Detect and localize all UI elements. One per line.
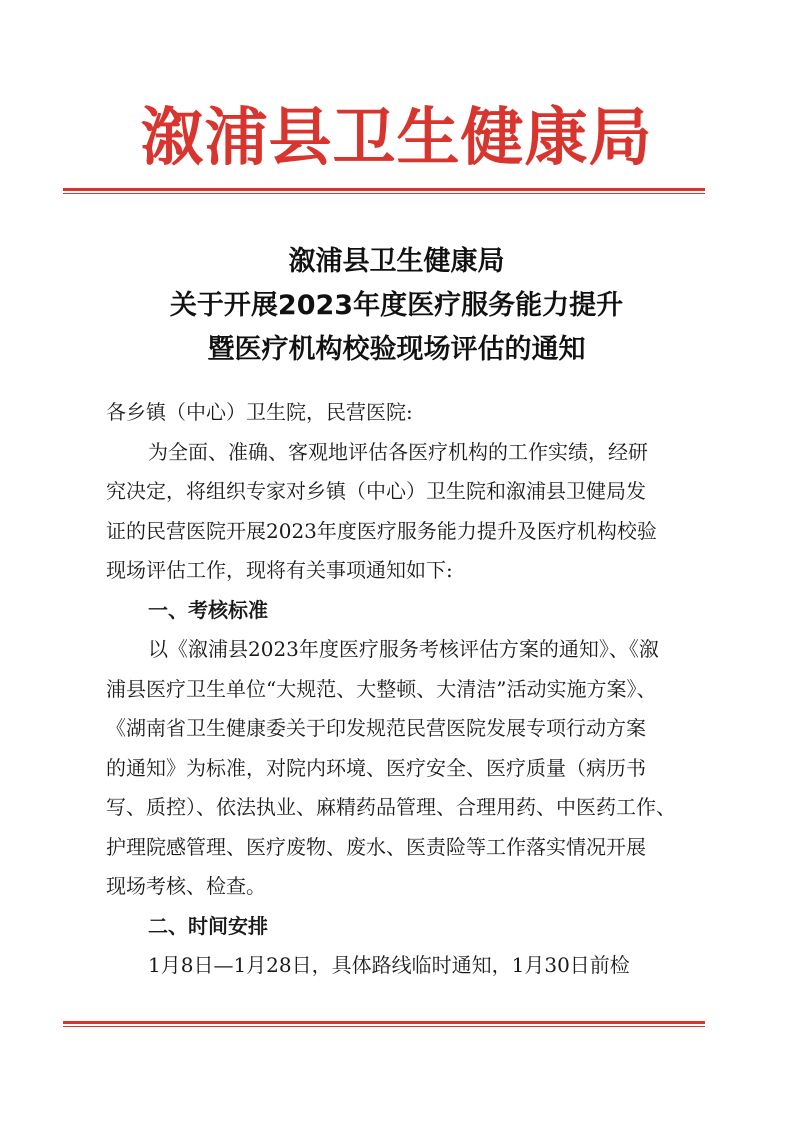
masthead-title: 溆浦县卫生健康局: [140, 101, 653, 174]
para2-line-3: 《湖南省卫生健康委关于印发规范民营医院发展专项行动方案: [106, 716, 646, 740]
para2-line-2: 浦县医疗卫生单位“大规范、大整顿、大清洁”活动实施方案》、: [106, 676, 657, 701]
section-heading-schedule: 二、时间安排: [148, 913, 268, 938]
notice-body: [106, 393, 690, 986]
para2-line-7: 现场考核、检查。: [106, 874, 266, 898]
notice-title-line-3: 暨医疗机构校验现场评估的通知: [207, 334, 586, 365]
footer-red-rule: [63, 1021, 705, 1029]
footer-rule-thick: [63, 1021, 705, 1024]
salutation: 各乡镇（中心）卫生院，民营医院:: [106, 400, 413, 424]
para1-line-3: 证的民营医院开展2023年度医疗服务能力提升及医疗机构校验: [106, 518, 657, 543]
header-rule-thin: [63, 193, 705, 194]
notice-title-line-2: 关于开展2023年度医疗服务能力提升: [169, 290, 624, 321]
para3-line-1: 1月8日—1月28日，具体路线临时通知，1月30日前检: [148, 953, 630, 977]
header-rule-thick: [63, 188, 705, 191]
para2-line-6: 护理院感管理、医疗废物、废水、医责险等工作落实情况开展: [106, 834, 646, 859]
header-red-rule: [63, 188, 705, 196]
para2-line-1: 以《溆浦县2023年度医疗服务考核评估方案的通知》、《溆: [148, 637, 659, 661]
para1-line-1: 为全面、准确、客观地评估各医疗机构的工作实绩，经研: [148, 439, 648, 464]
footer-rule-thin: [63, 1026, 705, 1027]
para2-line-5: 写、质控）、依法执业、麻精药品管理、合理用药、中医药工作、: [106, 795, 676, 819]
notice-title-line-1: 溆浦县卫生健康局: [288, 246, 505, 277]
para2-line-4: 的通知》为标准，对院内环境、医疗安全、医疗质量（病历书: [106, 755, 646, 780]
para1-line-4: 现场评估工作，现将有关事项通知如下:: [106, 558, 453, 582]
section-heading-standards: 一、考核标准: [148, 597, 268, 622]
para1-line-2: 究决定，将组织专家对乡镇（中心）卫生院和溆浦县卫健局发: [106, 479, 646, 503]
